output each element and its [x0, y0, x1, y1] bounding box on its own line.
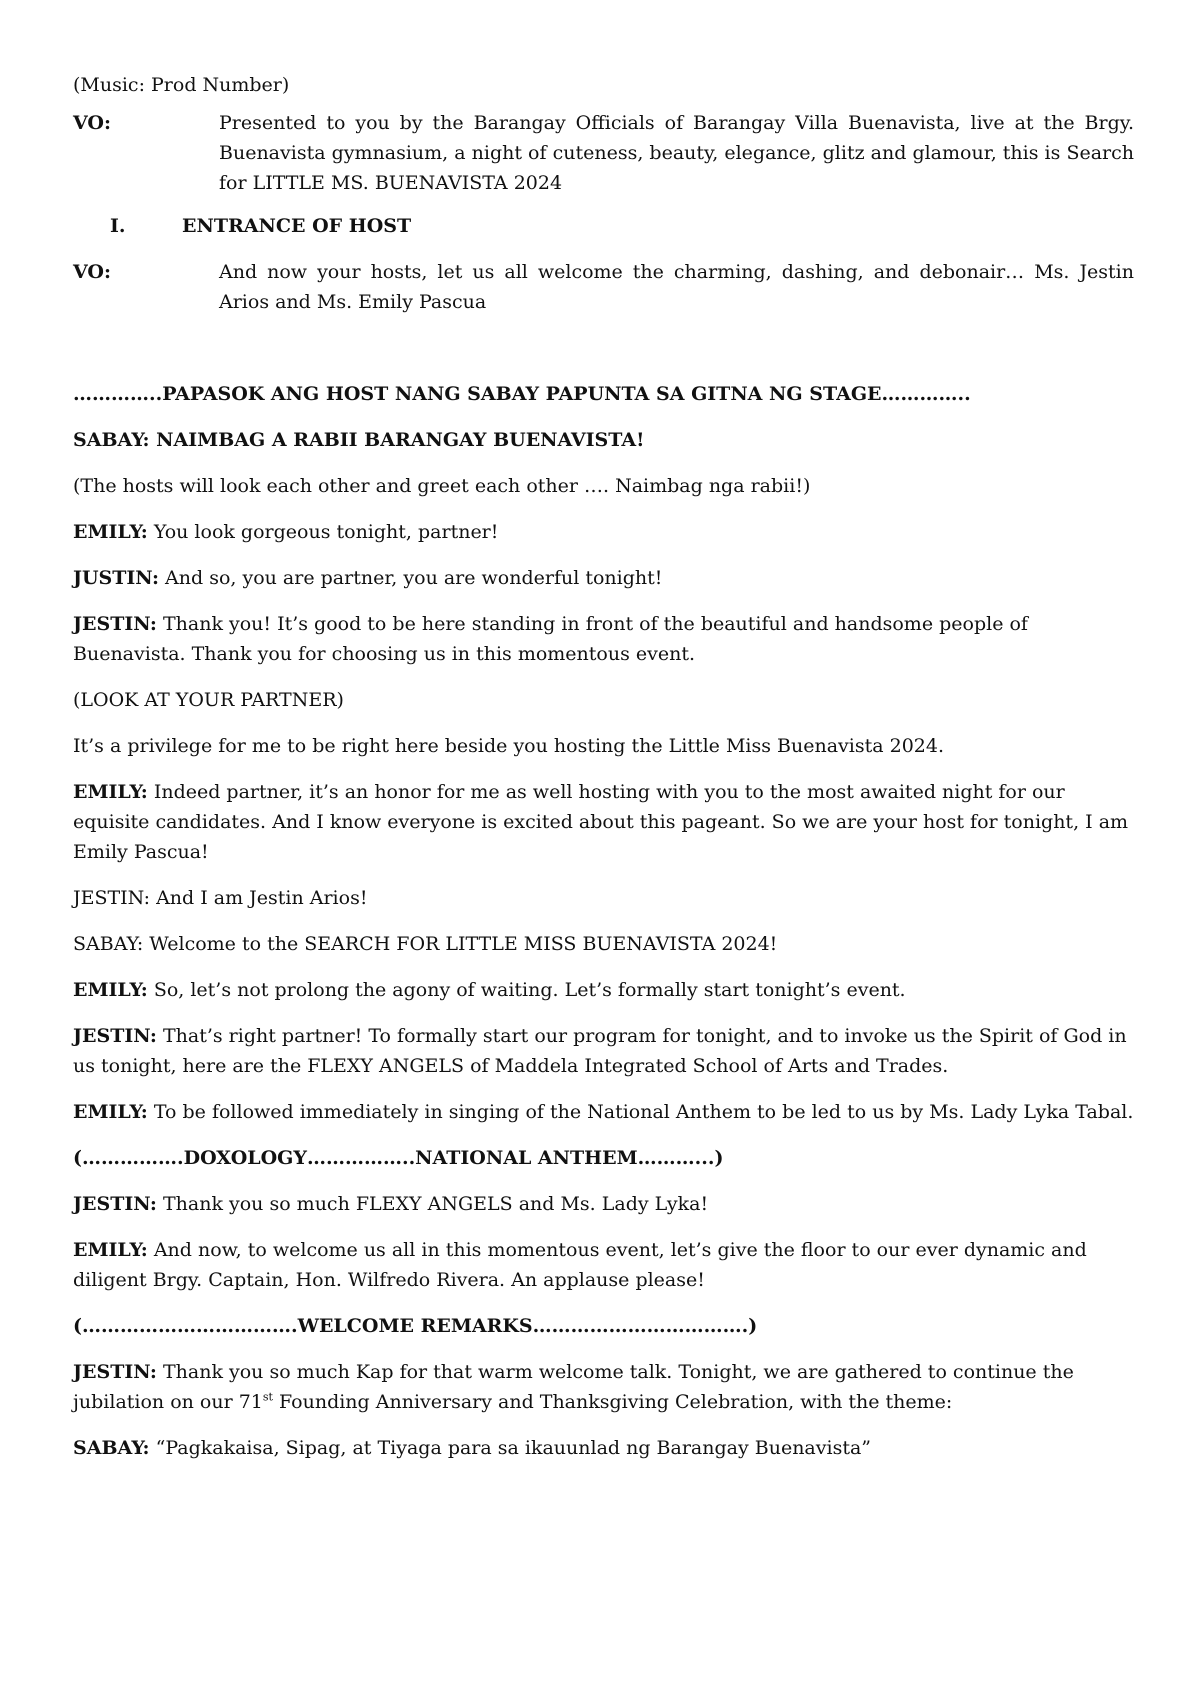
dialogue-text: Thank you! It’s good to be here standing in front of the beautiful and handsome people of Buenavista. Thank you for choosing us in this momentous event.: [73, 613, 1028, 665]
dialogue-line: [73, 1433, 1134, 1463]
dialogue-text: That’s right partner! To formally start our program for tonight, and to invoke us the Spirit of God in us tonight, here are the FLEXY ANGELS of Maddela Integrated School of Arts and Trades.: [73, 1025, 1127, 1077]
ordinal-suffix: st: [262, 1390, 273, 1404]
vo-presentation: [73, 108, 1134, 198]
dialogue-text: Thank you so much FLEXY ANGELS and Ms. Lady Lyka!: [156, 1193, 709, 1215]
dialogue-text: To be followed immediately in singing of the National Anthem to be led to us by Ms. Lady Lyka Tabal.: [147, 1101, 1134, 1123]
dialogue-text: And so, you are partner, you are wonderful tonight!: [159, 567, 663, 589]
stage-direction: …………..PAPASOK ANG HOST NANG SABAY PAPUNTA SA GITNA NG STAGE…………..: [73, 383, 971, 405]
dialogue-text: “Pagkakaisa, Sipag, at Tiyaga para sa ikauunlad ng Barangay Buenavista”: [149, 1437, 871, 1459]
speaker-label: JUSTIN:: [73, 567, 160, 589]
look-note: (LOOK AT YOUR PARTNER): [73, 689, 344, 711]
dialogue-text: Thank you so much Kap for that warm welcome talk. Tonight, we are gathered to continue the jubilation on our 71: [73, 1361, 1074, 1413]
dialogue-line: [73, 609, 1134, 669]
music-note: (Music: Prod Number): [73, 74, 290, 96]
doxology-cue: (…………….DOXOLOGY……………..NATIONAL ANTHEM………...): [73, 1147, 724, 1169]
dialogue-line: [73, 1021, 1134, 1081]
dialogue-text: So, let’s not prolong the agony of waiting. Let’s formally start tonight’s event.: [147, 979, 906, 1001]
dialogue-text: And now, to welcome us all in this momentous event, let’s give the floor to our ever dynamic and diligent Brgy. Captain, Hon. Wilfredo Rivera. An applause please!: [73, 1239, 1087, 1291]
greet-note: (The hosts will look each other and greet each other …. Naimbag nga rabii!): [73, 475, 811, 497]
dialogue-text: You look gorgeous tonight, partner!: [147, 521, 499, 543]
jestin-intro: JESTIN: And I am Jestin Arios!: [73, 887, 368, 909]
dialogue-line: [73, 517, 1134, 547]
dialogue-line: [73, 1357, 1134, 1417]
speaker-label: JESTIN:: [73, 613, 157, 635]
vo-host-intro: [73, 257, 1134, 317]
speaker-label: EMILY:: [73, 521, 148, 543]
dialogue-text: Indeed partner, it’s an honor for me as well hosting with you to the most awaited night for our equisite candidates. And I know everyone is excited about this pageant. So we are your host for tonight, I am Emily Pascua!: [73, 781, 1129, 863]
privilege-line: It’s a privilege for me to be right here beside you hosting the Little Miss Buenavista 2024.: [73, 735, 944, 757]
speaker-label: EMILY:: [73, 1101, 148, 1123]
dialogue-line: [73, 1189, 1134, 1219]
dialogue-line: [73, 1097, 1134, 1127]
speaker-label: SABAY:: [73, 1437, 150, 1459]
speaker-label: EMILY:: [73, 979, 148, 1001]
speaker-label: JESTIN:: [73, 1361, 157, 1383]
dialogue-line: [73, 1235, 1134, 1295]
section-number: I.: [110, 215, 126, 237]
dialogue-text-cont: Founding Anniversary and Thanksgiving Celebration, with the theme:: [272, 1391, 953, 1413]
dialogue-line: [73, 777, 1134, 867]
sabay-greeting: SABAY: NAIMBAG A RABII BARANGAY BUENAVISTA!: [73, 429, 645, 451]
dialogue-line: [73, 975, 1134, 1005]
vo-label: VO:: [73, 112, 111, 134]
vo-text: Presented to you by the Barangay Officials of Barangay Villa Buenavista, live at the Brgy. Buenavista gymnasium, a night of cuteness, beauty, elegance, glitz and glamour, this is Search for LITTLE MS. BUENAVISTA 2024: [219, 112, 1134, 194]
vo-label: VO:: [73, 261, 111, 283]
speaker-label: JESTIN:: [73, 1193, 157, 1215]
welcome-remarks-cue: (…………………………….WELCOME REMARKS…………………………….): [73, 1315, 758, 1337]
speaker-label: EMILY:: [73, 1239, 148, 1261]
vo-text: And now your hosts, let us all welcome the charming, dashing, and debonair… Ms. Jestin Arios and Ms. Emily Pascua: [219, 261, 1134, 313]
section-title: ENTRANCE OF HOST: [182, 215, 412, 237]
speaker-label: JESTIN:: [73, 1025, 157, 1047]
dialogue-line: [73, 563, 1134, 593]
sabay-welcome: SABAY: Welcome to the SEARCH FOR LITTLE MISS BUENAVISTA 2024!: [73, 933, 778, 955]
section-heading: [110, 211, 1134, 241]
speaker-label: EMILY:: [73, 781, 148, 803]
